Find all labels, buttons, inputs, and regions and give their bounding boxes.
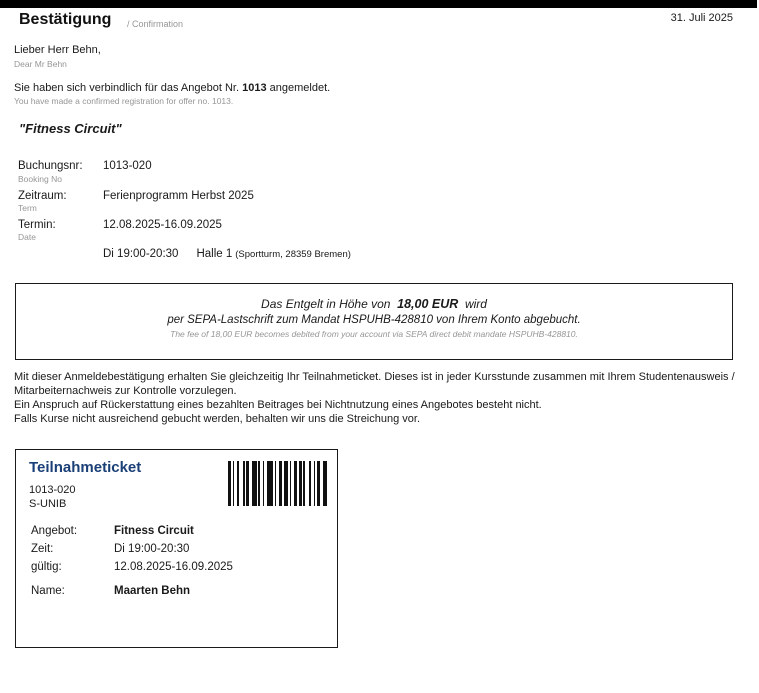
ticket-label-name: Name:: [31, 585, 65, 597]
ticket-value-valid: 12.08.2025-16.09.2025: [114, 561, 233, 573]
greeting-en: Dear Mr Behn: [14, 59, 67, 69]
ticket-label-time: Zeit:: [31, 543, 54, 555]
fee-prefix: Das Entgelt in Höhe von: [261, 297, 398, 311]
note-no-refund: Ein Anspruch auf Rückerstattung eines bezahlten Beitrages bei Nichtnutzung eines Angebotes besteht nicht.: [14, 399, 542, 411]
fee-notice-box: [15, 283, 733, 360]
ticket-label-offer: Angebot:: [31, 525, 78, 537]
booking-value-term: Ferienprogramm Herbst 2025: [103, 190, 254, 202]
note-ticket-control: Mit dieser Anmeldebestätigung erhalten Sie gleichzeitig Ihr Teilnahmeticket. Dieses ist in jeder Kursstunde zusammen mit Ihrem Studentenausweis / Mitarbeiternachweis zur Kontrolle vorzulegen.: [14, 371, 735, 397]
schedule-location: (Sportturm, 28359 Bremen): [235, 249, 351, 260]
schedule-hall: Halle 1: [196, 248, 233, 260]
intro-text-after: angemeldet.: [266, 82, 331, 94]
schedule-line: [103, 248, 351, 260]
ticket-title: Teilnahmeticket: [29, 459, 142, 476]
document-date: 31. Juli 2025: [670, 12, 733, 24]
booking-sublabel-date: Date: [18, 232, 36, 242]
intro-sentence-de: [14, 82, 330, 94]
booking-label-date: Termin:: [18, 219, 56, 231]
page-title: Bestätigung: [19, 11, 112, 28]
note-cancellation: Falls Kurse nicht ausreichend gebucht werden, behalten wir uns die Streichung vor.: [14, 413, 421, 425]
page-subtitle: / Confirmation: [127, 19, 184, 29]
schedule-time: Di 19:00-20:30: [103, 248, 179, 260]
barcode: [228, 461, 327, 506]
greeting-de: Lieber Herr Behn,: [14, 44, 101, 56]
booking-label-term: Zeitraum:: [18, 190, 67, 202]
intro-sentence-en: You have made a confirmed registration for offer no. 1013.: [14, 96, 234, 106]
participation-ticket: [15, 449, 338, 648]
ticket-booking-no: 1013-020: [29, 484, 76, 496]
booking-sublabel-no: Booking No: [18, 174, 62, 184]
booking-value-no: 1013-020: [103, 160, 152, 172]
course-title: "Fitness Circuit": [19, 121, 122, 136]
intro-text-before: Sie haben sich verbindlich für das Angebot Nr.: [14, 82, 243, 94]
booking-sublabel-term: Term: [18, 203, 37, 213]
top-black-bar: [0, 0, 757, 8]
fee-line-1: [16, 297, 732, 311]
barcode-segment: [323, 461, 328, 506]
notes-section: [14, 370, 736, 426]
booking-value-date: 12.08.2025-16.09.2025: [103, 219, 222, 231]
booking-label-no: Buchungsnr:: [18, 160, 83, 172]
ticket-value-name: Maarten Behn: [114, 585, 191, 597]
fee-amount: 18,00 EUR: [397, 297, 459, 311]
fee-suffix: wird: [458, 297, 487, 311]
fee-line-3-en: The fee of 18,00 EUR becomes debited from your account via SEPA direct debit mandate HSPUHB-428810.: [170, 329, 578, 339]
ticket-org-code: S-UNIB: [29, 498, 67, 510]
ticket-label-valid: gültig:: [31, 561, 62, 573]
ticket-value-offer: Fitness Circuit: [114, 525, 194, 537]
offer-number: 1013: [242, 82, 267, 94]
fee-line-2: per SEPA-Lastschrift zum Mandat HSPUHB-428810 von Ihrem Konto abgebucht.: [167, 314, 581, 326]
ticket-value-time: Di 19:00-20:30: [114, 543, 190, 555]
